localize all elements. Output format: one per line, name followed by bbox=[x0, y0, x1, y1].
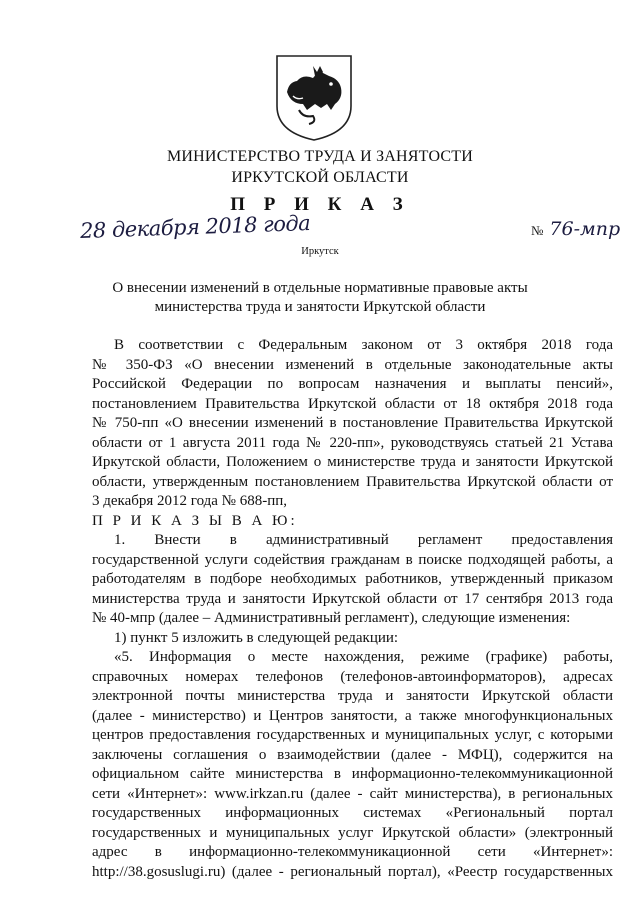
body-line: Российской Федерации по вопросам назначения и выплаты пенсий», bbox=[92, 376, 613, 392]
ministry-name-line2: ИРКУТСКОЙ ОБЛАСТИ bbox=[231, 169, 409, 186]
body-line: государственных и муниципальных услуг Иркутской области» (электронный bbox=[92, 824, 613, 841]
number-sign: № bbox=[531, 223, 544, 238]
body-line: 3 декабря 2012 года № 688-пп, bbox=[92, 493, 288, 509]
body-line: № 350-ФЗ «О внесении изменений в отдельные законодательные акты bbox=[92, 356, 613, 373]
order-directive: П Р И К А З Ы В А Ю: bbox=[92, 512, 298, 529]
body-line: (далее - министерство) и Центров занятости, а также многофункциональных bbox=[92, 707, 613, 724]
subject-line2: министерства труда и занятости Иркутской области bbox=[154, 299, 486, 315]
body-line: работодателям в подборе необходимых работников, утвержденный приказом bbox=[92, 571, 613, 587]
body-line: В соответствии с Федеральным законом от 3 октября 2018 года bbox=[114, 337, 613, 353]
coat-of-arms-icon bbox=[273, 52, 355, 142]
body-line: заключены соглашения о взаимодействии (далее - МФЦ), содержится на bbox=[92, 746, 613, 763]
body-line: центров предоставления государственных и муниципальных услуг, с которыми bbox=[92, 727, 613, 743]
body-line: постановлением Правительства Иркутской области от 18 октября 2018 года bbox=[92, 395, 613, 412]
body-line: государственных информационных системах «Региональный портал bbox=[92, 805, 613, 821]
handwritten-date: 28 декабря 2018 года bbox=[79, 210, 311, 244]
body-line: «5. Информация о месте нахождения, режиме (графике) работы, bbox=[114, 649, 613, 665]
body-line: № 40-мпр (далее – Административный регламент), следующие изменения: bbox=[92, 610, 571, 626]
body-line: адрес в информационно-телекоммуникационной сети «Интернет»: bbox=[92, 844, 613, 860]
body-line: государственной услуги содействия гражданам в поиске подходящей работы, а bbox=[92, 551, 613, 568]
ministry-name-line1: МИНИСТЕРСТВО ТРУДА И ЗАНЯТОСТИ bbox=[167, 148, 473, 165]
body-line: Иркутской области, Положением о министерстве труда и занятости Иркутской bbox=[92, 454, 613, 470]
order-number bbox=[531, 218, 620, 240]
city-label: Иркутск bbox=[301, 246, 339, 257]
body-line: сети «Интернет»: www.irkzan.ru (далее - сайт министерства), в региональных bbox=[92, 785, 613, 802]
body-line: электронной почты министерства труда и занятости Иркутской области bbox=[92, 688, 613, 704]
document-body bbox=[92, 336, 613, 882]
order-title: П Р И К А З bbox=[230, 194, 410, 215]
body-line: № 750-пп «О внесении изменений в постановление Правительства Иркутской bbox=[92, 415, 613, 431]
handwritten-number: 76-мпр bbox=[549, 218, 621, 240]
body-line: http://38.gosuslugi.ru) (далее - региональный портал), «Реестр государственных bbox=[92, 863, 613, 880]
body-line: справочных номерах телефонов (телефонов-автоинформаторов), адресах bbox=[92, 668, 613, 685]
body-line: 1. Внести в административный регламент предоставления bbox=[114, 532, 613, 548]
body-line: официальном сайте министерства в информационно-телекоммуникационной bbox=[92, 766, 613, 782]
body-line: 1) пункт 5 изложить в следующей редакции: bbox=[114, 629, 399, 646]
subject-line1: О внесении изменений в отдельные нормативные правовые акты bbox=[112, 280, 528, 296]
body-line: области от 1 августа 2011 года № 220-пп», руководствуясь статьей 21 Устава bbox=[92, 434, 613, 451]
body-line: области, утвержденным постановлением Правительства Иркутской области от bbox=[92, 473, 613, 490]
body-line: министерства труда и занятости Иркутской области от 17 сентября 2013 года bbox=[92, 590, 613, 607]
